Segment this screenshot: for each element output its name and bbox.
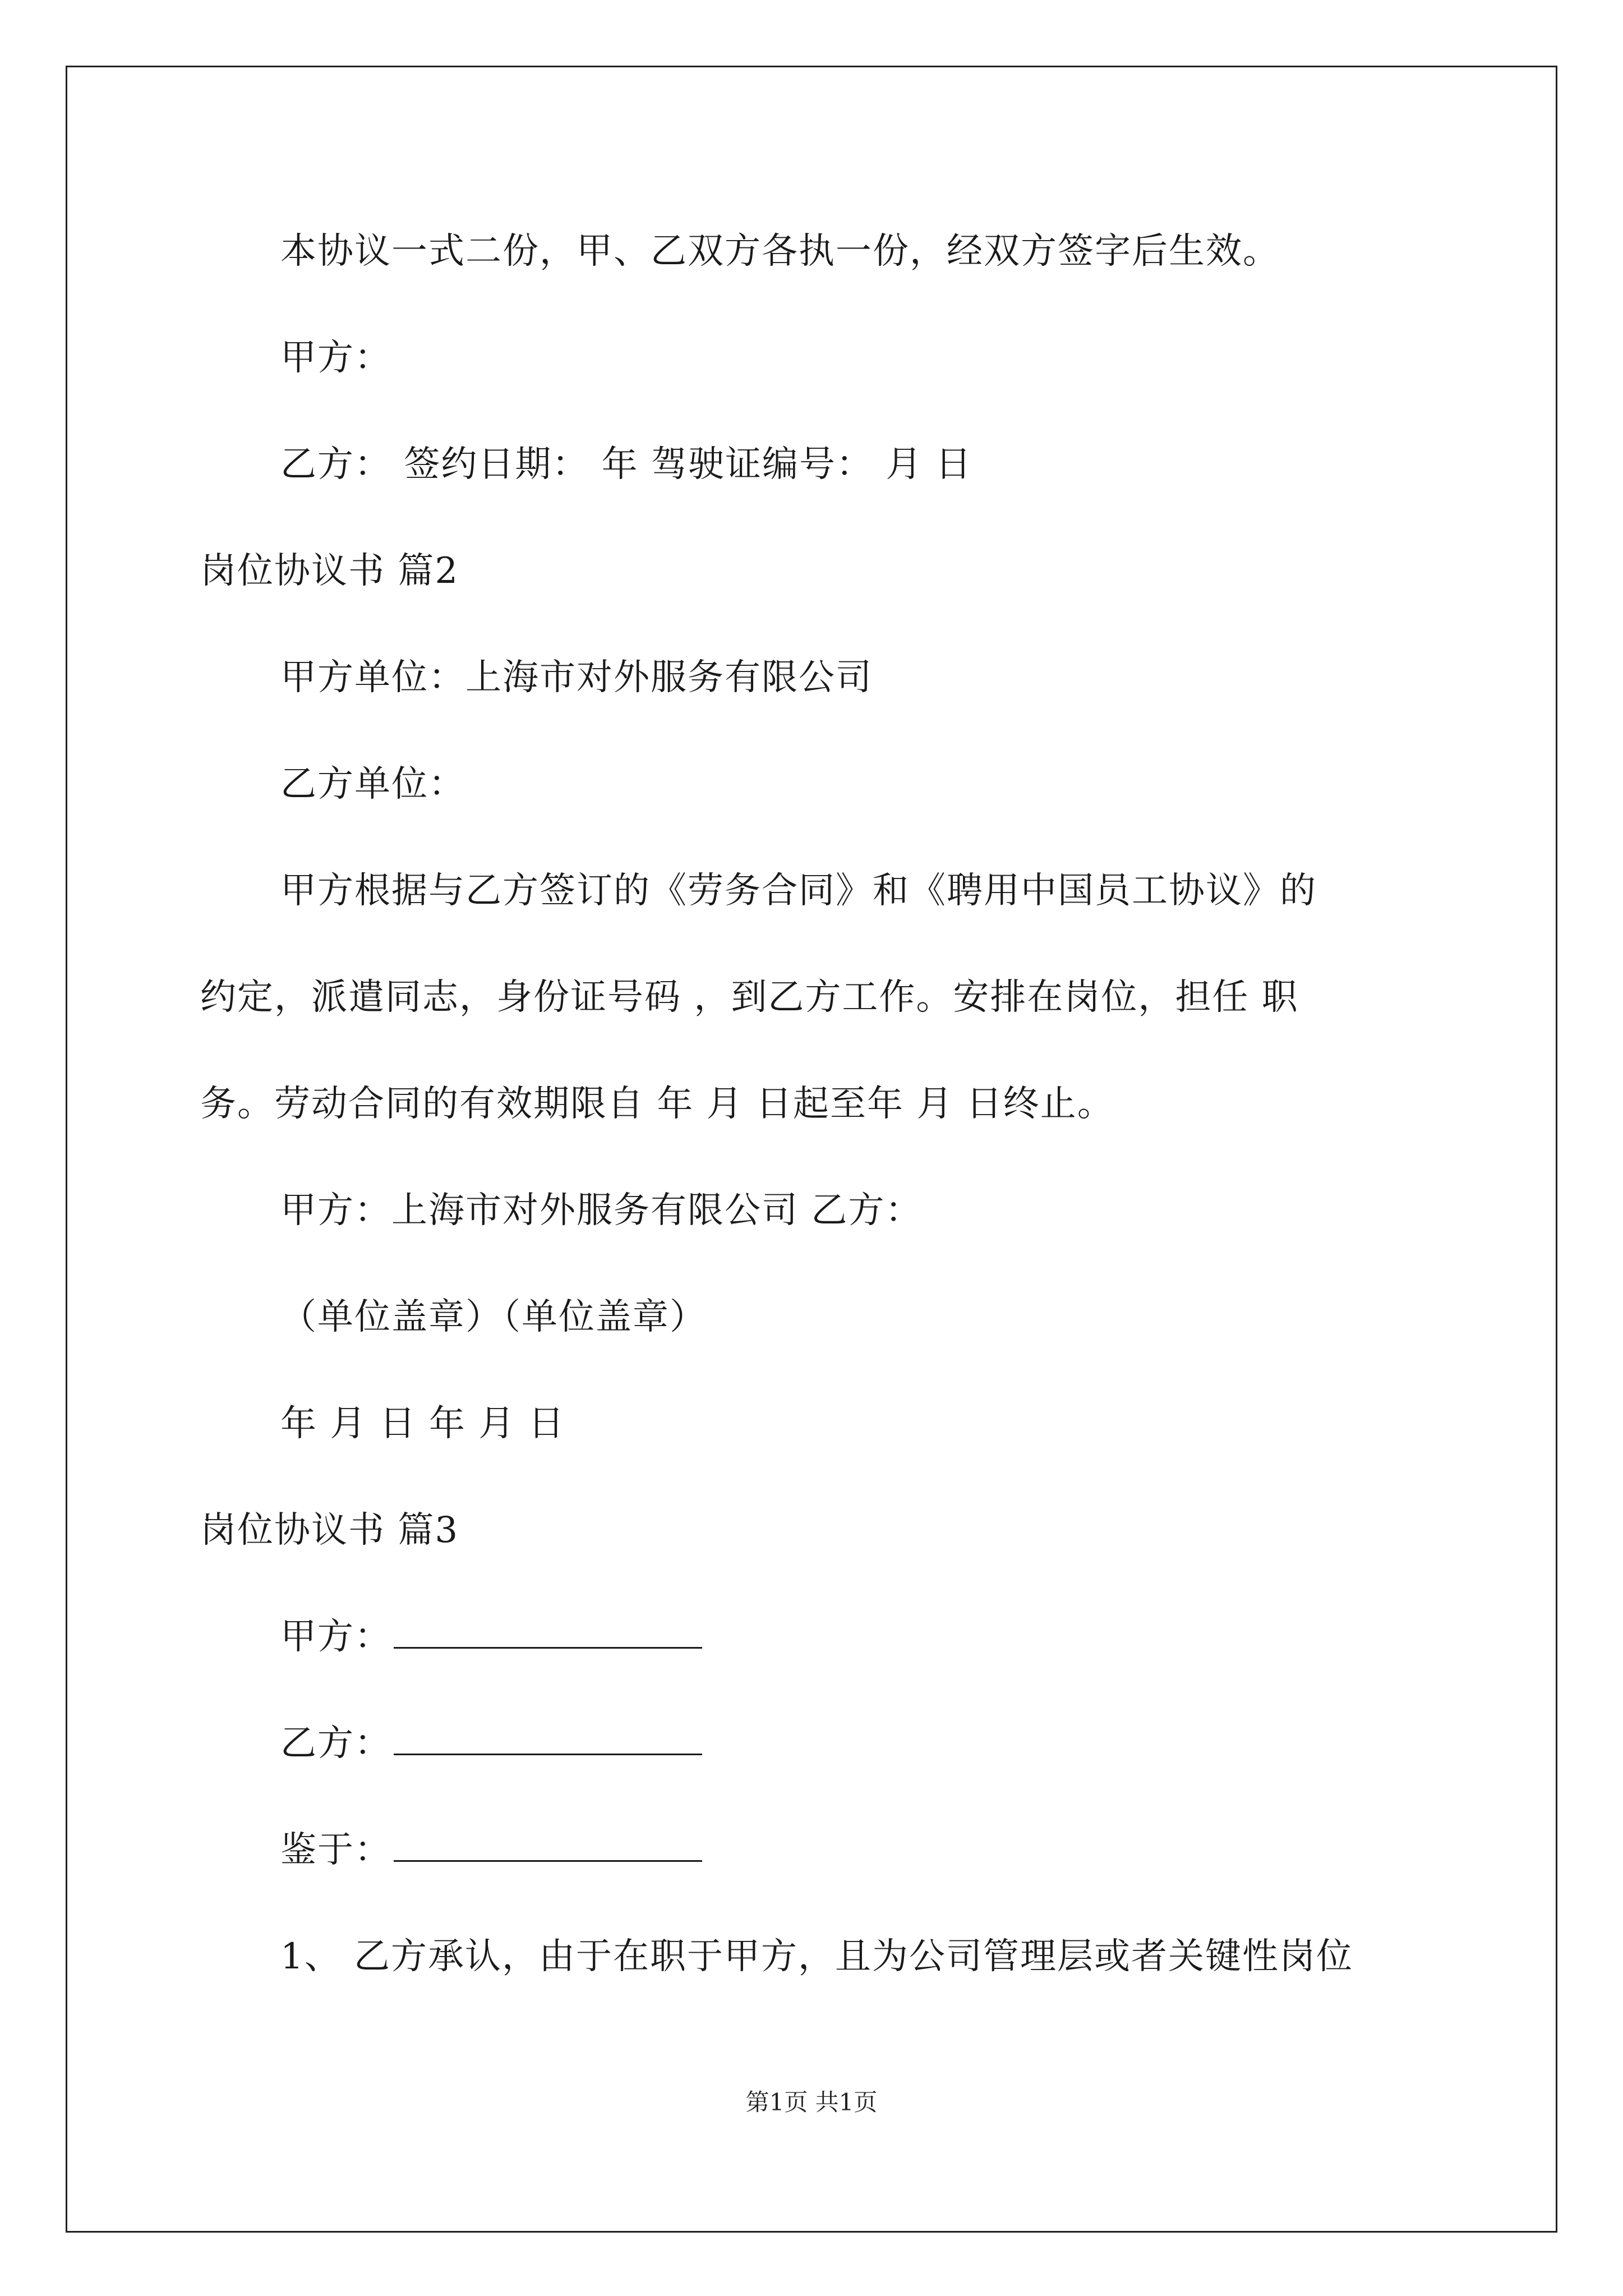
whereas-label: 鉴于： — [280, 1829, 391, 1871]
body-line-3: 务。劳动合同的有效期限自 年 月 日起至年 月 日终止。 — [200, 1083, 1114, 1125]
party-b-blank — [394, 1722, 702, 1755]
page-border — [66, 66, 1557, 2233]
party-b-fill-line — [280, 1721, 702, 1766]
party-a-line: 甲方： — [280, 337, 391, 379]
section-heading-3: 岗位协议书 篇3 — [200, 1510, 459, 1551]
party-b-unit: 乙方单位： — [280, 763, 465, 805]
seal-line: （单位盖章）（单位盖章） — [280, 1296, 707, 1338]
body-line-1: 甲方根据与乙方签订的《劳务合同》和《聘用中国员工协议》的 — [280, 870, 1317, 912]
body-line-2: 约定，派遣同志，身份证号码 ，到乙方工作。安排在岗位，担任 职 — [200, 977, 1299, 1018]
party-a-unit: 甲方单位：上海市对外服务有限公司 — [280, 657, 873, 698]
signature-parties-line: 甲方：上海市对外服务有限公司 乙方： — [280, 1190, 923, 1231]
party-b-label: 乙方： — [280, 1723, 391, 1764]
section-heading-2: 岗位协议书 篇2 — [200, 550, 459, 592]
party-a-label: 甲方： — [280, 1616, 391, 1658]
party-a-fill-line — [280, 1614, 702, 1659]
whereas-fill-line — [280, 1828, 702, 1872]
date-line: 年 月 日 年 月 日 — [280, 1403, 565, 1444]
party-b-sign-date-line: 乙方： 签约日期： 年 驾驶证编号： 月 日 — [280, 444, 972, 485]
whereas-blank — [394, 1829, 702, 1862]
party-a-blank — [394, 1616, 702, 1649]
clause-1: 1、 乙方承认，由于在职于甲方，且为公司管理层或者关键性岗位 — [280, 1936, 1354, 1977]
paragraph-effectiveness: 本协议一式二份，甲、乙双方各执一份，经双方签字后生效。 — [280, 231, 1280, 272]
page-number-footer: 第1页 共1页 — [745, 2088, 878, 2116]
